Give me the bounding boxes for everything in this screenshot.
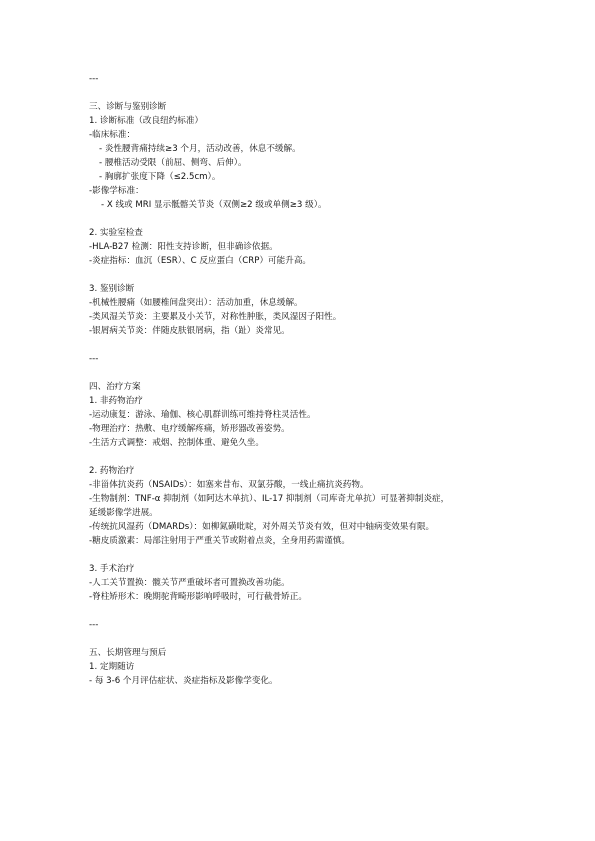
clinical-criteria-item: - 炎性腰背痛持续≥3 个月，活动改善，休息不缓解。 [99,144,301,154]
list-item: -类风湿关节炎：主要累及小关节，对称性肿胀，类风湿因子阳性。 [89,312,342,322]
clinical-criteria-item: - 胸廓扩张度下降（≤2.5cm）。 [99,172,221,182]
list-item: 延缓影像学进展。 [89,508,158,518]
list-item: -生物制剂：TNF-α 抑制剂（如阿达木单抗）、IL-17 抑制剂（司库奇尤单抗）可显著抑制炎症， [89,494,450,504]
section-heading-diagnosis: 三、诊断与鉴别诊断 [89,102,167,112]
clinical-criteria-item: - 腰椎活动受限（前屈、侧弯、后伸）。 [99,158,247,168]
list-item: -糖皮质激素：局部注射用于严重关节或附着点炎，全身用药需谨慎。 [89,536,350,546]
subsection-heading: 1. 定期随访 [89,662,135,672]
list-item: -脊柱矫形术：晚期驼背畸形影响呼吸时，可行截骨矫正。 [89,592,307,602]
subsection-heading: 2. 实验室检查 [89,228,143,238]
list-item: -人工关节置换：髋关节严重破坏者可置换改善功能。 [89,578,290,588]
list-item: - 每 3-6 个月评估症状、炎症指标及影像学变化。 [89,676,278,686]
list-item: -炎症指标：血沉（ESR）、C 反应蛋白（CRP）可能升高。 [89,256,312,266]
subsection-heading: 1. 非药物治疗 [89,396,143,406]
section-heading-treatment: 四、治疗方案 [89,382,141,392]
list-item: -生活方式调整：戒烟、控制体重、避免久坐。 [89,438,264,448]
list-item: -非甾体抗炎药（NSAIDs）：如塞来昔布、双氯芬酸，一线止痛抗炎药物。 [89,480,369,490]
list-item: -机械性腰痛（如腰椎间盘突出）：活动加重，休息缓解。 [89,298,303,308]
subsection-heading: 3. 鉴别诊断 [89,284,135,294]
imaging-criteria-item: - X 线或 MRI 显示骶髂关节炎（双侧≥2 级或单侧≥3 级）。 [101,200,327,210]
subsection-heading: 1. 诊断标准（改良纽约标准） [89,116,204,126]
list-item: -运动康复：游泳、瑜伽、核心肌群训练可维持脊柱灵活性。 [89,410,316,420]
subsection-heading: 2. 药物治疗 [89,466,135,476]
clinical-criteria-heading: -临床标准： [89,130,136,140]
section-heading-long-term: 五、长期管理与预后 [89,648,167,658]
list-item: -物理治疗：热敷、电疗缓解疼痛，矫形器改善姿势。 [89,424,290,434]
list-item: -银屑病关节炎：伴随皮肤银屑病，指（趾）炎常见。 [89,326,290,336]
section-divider: --- [89,74,99,84]
list-item: -HLA-B27 检测：阳性支持诊断，但非确诊依据。 [89,242,278,252]
section-divider: --- [89,620,99,630]
subsection-heading: 3. 手术治疗 [89,564,135,574]
section-divider: --- [89,354,99,364]
imaging-criteria-heading: -影像学标准： [89,186,144,196]
list-item: -传统抗风湿药（DMARDs）：如柳氮磺吡啶，对外周关节炎有效，但对中轴病变效果有限。 [89,522,435,532]
document-body [89,72,529,688]
